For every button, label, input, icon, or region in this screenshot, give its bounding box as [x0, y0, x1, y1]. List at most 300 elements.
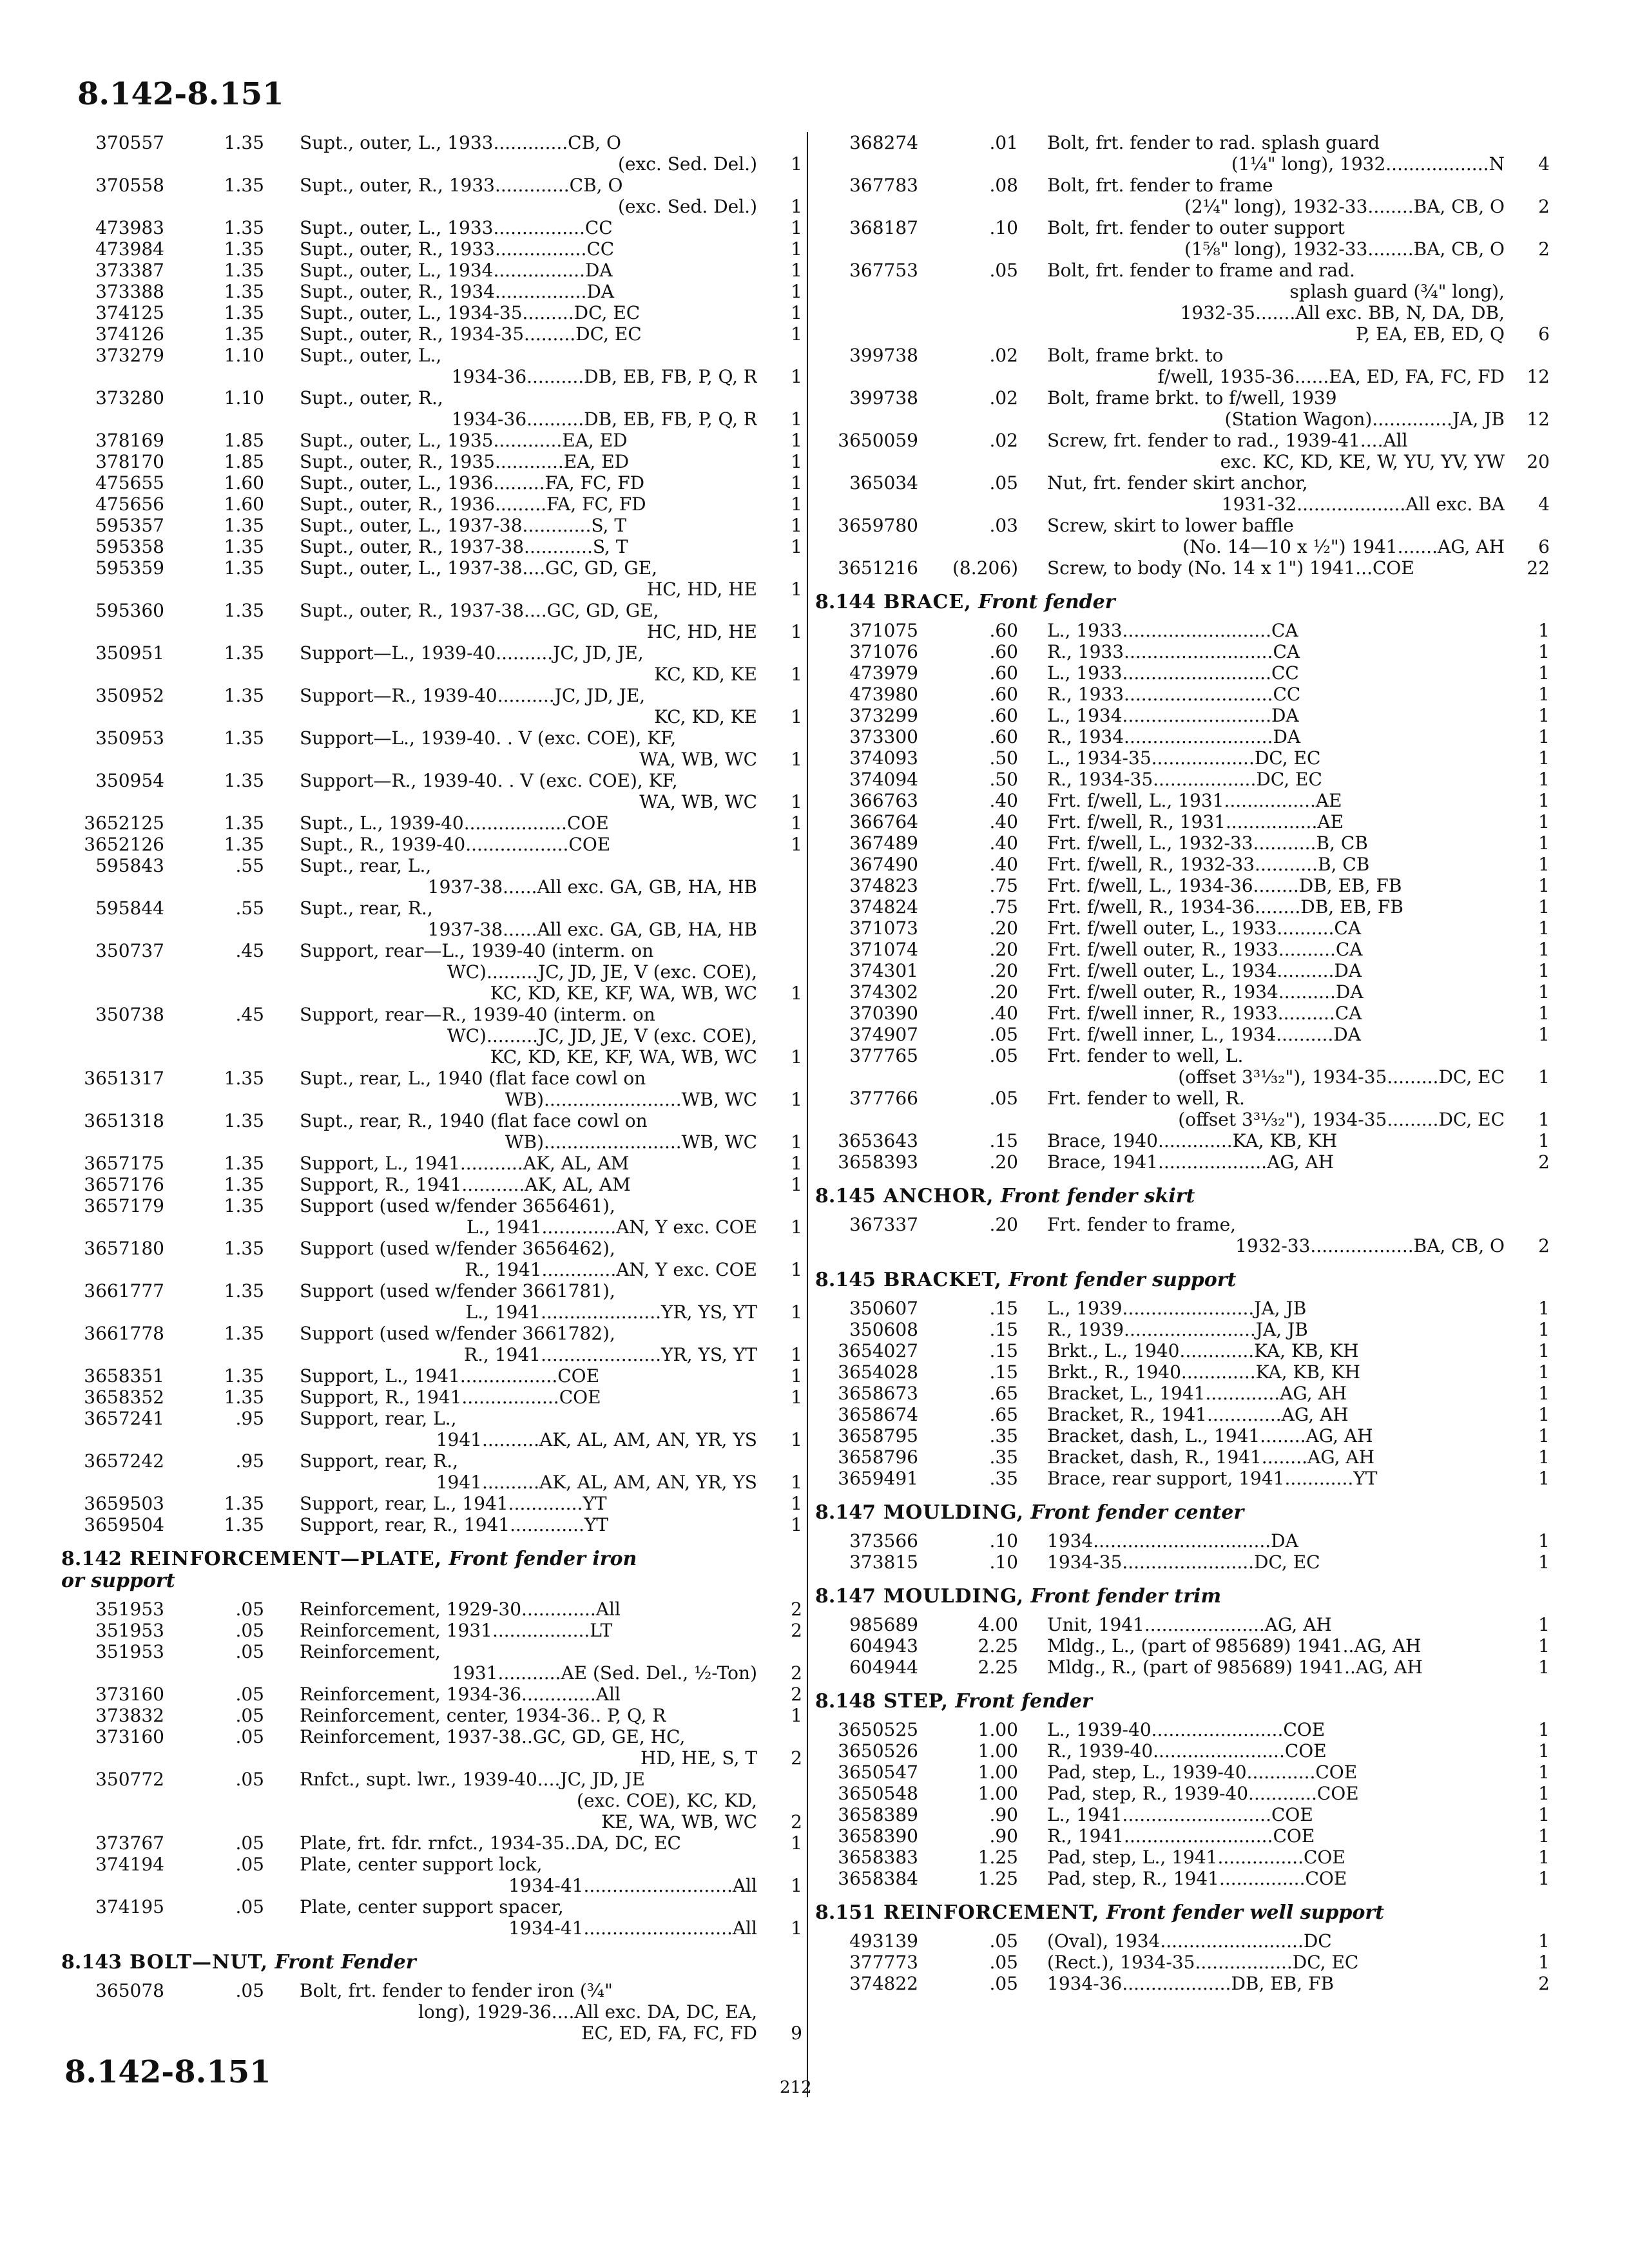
section-number: 8.142 — [61, 1548, 122, 1570]
part-description-line: Brace, rear support, 1941............YT — [1047, 1468, 1378, 1489]
left-parts-column — [61, 132, 802, 2044]
part-description-line: Bolt, frt. fender to frame and rad. — [1047, 260, 1355, 281]
part-description-line: Frt. fender to well, L. — [1047, 1045, 1244, 1066]
part-description-line: (Rect.), 1934-35.................DC, EC — [1047, 1952, 1359, 1973]
part-number: 595358 — [95, 536, 164, 557]
part-quantity: 1 — [791, 1259, 802, 1280]
part-price: 1.85 — [224, 451, 264, 472]
part-description-line: R., 1933..........................CA — [1047, 641, 1300, 662]
part-entry — [61, 834, 802, 855]
part-price: 1.10 — [224, 387, 264, 408]
part-entry — [61, 1387, 802, 1408]
part-quantity: 1 — [791, 260, 802, 281]
part-number: 351953 — [95, 1620, 164, 1641]
part-quantity: 2 — [1538, 1151, 1550, 1173]
part-entry — [61, 1514, 802, 1535]
part-price: 1.35 — [224, 175, 264, 196]
part-number: 378169 — [95, 430, 164, 451]
part-description-line: Reinforcement, center, 1934-36.. P, Q, R — [300, 1705, 666, 1726]
part-description-line: Screw, frt. fender to rad., 1939-41....All — [1047, 430, 1408, 451]
part-entry — [815, 662, 1550, 684]
part-entry — [61, 1195, 802, 1238]
part-number: 368274 — [849, 132, 918, 153]
part-price: .75 — [989, 875, 1018, 896]
part-quantity: 1 — [791, 323, 802, 345]
section-subtitle: Front fender iron — [448, 1548, 637, 1570]
part-number: 367490 — [849, 854, 918, 875]
part-quantity: 1 — [1538, 1719, 1550, 1740]
part-number: 3657179 — [84, 1195, 164, 1216]
part-number: 370558 — [95, 175, 164, 196]
part-quantity: 1 — [1538, 1635, 1550, 1657]
part-price: .95 — [235, 1408, 264, 1429]
part-quantity: 1 — [1538, 1804, 1550, 1825]
part-entry — [815, 1930, 1550, 1952]
part-number: 985689 — [849, 1614, 918, 1635]
part-description-line: R., 1934..........................DA — [1047, 726, 1301, 747]
part-description-line: (No. 14—10 x ½") 1941.......AG, AH — [1182, 536, 1505, 557]
part-price: .20 — [989, 1214, 1018, 1235]
part-price: 1.35 — [224, 1493, 264, 1514]
part-quantity: 9 — [791, 2023, 802, 2044]
part-description-line: Frt. f/well inner, R., 1933..........CA — [1047, 1003, 1362, 1024]
part-quantity: 1 — [791, 834, 802, 855]
part-quantity: 1 — [1538, 1066, 1550, 1088]
part-quantity: 1 — [791, 472, 802, 494]
part-description-line: Plate, center support lock, — [300, 1854, 543, 1875]
part-number: 373767 — [95, 1832, 164, 1854]
part-entry — [815, 1214, 1550, 1256]
part-number: 367337 — [849, 1214, 918, 1235]
part-entry — [815, 1847, 1550, 1868]
part-price: 1.35 — [224, 557, 264, 579]
part-number: 373300 — [849, 726, 918, 747]
part-number: 3658393 — [838, 1151, 918, 1173]
part-price: 1.35 — [224, 281, 264, 302]
part-description-line: KC, KD, KE — [654, 706, 757, 727]
part-entry — [61, 238, 802, 260]
part-quantity: 1 — [1538, 981, 1550, 1003]
part-number: 3650548 — [838, 1783, 918, 1804]
part-description-line: R., 1939.......................JA, JB — [1047, 1319, 1308, 1340]
part-entry — [815, 1825, 1550, 1847]
section-subtitle: Front Fender — [275, 1951, 416, 1974]
part-price: 1.35 — [224, 1323, 264, 1344]
part-description-line: 1931-32...................All exc. BA — [1221, 494, 1505, 515]
part-description-line: Supt., rear, L., 1940 (flat face cowl on — [300, 1068, 646, 1089]
part-entry — [61, 281, 802, 302]
part-price: .05 — [989, 472, 1018, 494]
part-description-line: Supt., outer, R., 1936.........FA, FC, FD — [300, 494, 646, 515]
part-description-line: Bracket, dash, R., 1941........AG, AH — [1047, 1446, 1375, 1468]
part-entry — [815, 1952, 1550, 1973]
part-quantity: 1 — [791, 238, 802, 260]
part-entry — [815, 747, 1550, 769]
part-price: .45 — [235, 940, 264, 961]
part-quantity: 2 — [1538, 1235, 1550, 1256]
part-quantity: 1 — [1538, 684, 1550, 705]
part-price: .02 — [989, 345, 1018, 366]
part-description-line: L., 1939-40.......................COE — [1047, 1719, 1325, 1740]
part-price: .05 — [235, 1854, 264, 1875]
part-description-line: 1941..........AK, AL, AM, AN, YR, YS — [436, 1472, 757, 1493]
part-number: 367783 — [849, 175, 918, 196]
part-description-line: (2¼" long), 1932-33........BA, CB, O — [1184, 196, 1505, 217]
part-quantity: 1 — [1538, 832, 1550, 854]
section-heading — [815, 1691, 1550, 1713]
part-price: .20 — [989, 939, 1018, 960]
part-entry — [815, 430, 1550, 472]
part-quantity: 1 — [1538, 1847, 1550, 1868]
part-entry — [61, 217, 802, 238]
section-subtitle: Front fender center — [1030, 1501, 1244, 1524]
part-price: .15 — [989, 1298, 1018, 1319]
part-number: 366763 — [849, 790, 918, 811]
part-quantity: 1 — [1538, 1740, 1550, 1762]
part-price: 1.35 — [224, 260, 264, 281]
part-number: 3657180 — [84, 1238, 164, 1259]
part-quantity: 20 — [1527, 451, 1550, 472]
part-description-line: Supt., L., 1939-40..................COE — [300, 812, 609, 834]
part-entry — [61, 494, 802, 515]
part-entry — [61, 1110, 802, 1153]
part-description-line: Supt., outer, L., — [300, 345, 442, 366]
part-price: .65 — [989, 1404, 1018, 1425]
part-number: 399738 — [849, 387, 918, 408]
part-description-line: R., 1941..........................COE — [1047, 1825, 1315, 1847]
page-footer-reference: 8.142-8.151 — [64, 2054, 271, 2090]
part-entry — [61, 1280, 802, 1323]
part-description-line: Mldg., R., (part of 985689) 1941..AG, AH — [1047, 1657, 1423, 1678]
section-title: BRACKET, — [883, 1269, 1002, 1291]
part-description-line: L., 1941.....................YR, YS, YT — [465, 1302, 757, 1323]
section-subtitle-continued: or support — [61, 1570, 175, 1592]
part-description-line: Pad, step, L., 1939-40............COE — [1047, 1762, 1358, 1783]
part-price: .20 — [989, 981, 1018, 1003]
part-number: 373387 — [95, 260, 164, 281]
section-heading — [815, 591, 1550, 613]
part-number: 373566 — [849, 1530, 918, 1552]
part-description-line: Supt., rear, R., 1940 (flat face cowl on — [300, 1110, 648, 1131]
section-number: 8.151 — [815, 1901, 876, 1924]
part-price: 1.35 — [224, 1514, 264, 1535]
part-entry — [61, 1641, 802, 1684]
part-description-line: WB)........................WB, WC — [505, 1089, 757, 1110]
part-entry — [61, 1599, 802, 1620]
part-number: 365078 — [95, 1980, 164, 2001]
part-price: 1.00 — [978, 1719, 1018, 1740]
part-quantity: 1 — [791, 1131, 802, 1153]
part-number: 3658390 — [838, 1825, 918, 1847]
part-number: 3657242 — [84, 1450, 164, 1472]
part-entry — [61, 430, 802, 451]
part-description-line: 1931...........AE (Sed. Del., ½-Ton) — [452, 1662, 757, 1684]
part-description-line: Screw, to body (No. 14 x 1") 1941...COE — [1047, 557, 1414, 579]
part-entry — [61, 515, 802, 536]
section-heading-continued — [61, 1570, 802, 1592]
part-number: 473983 — [95, 217, 164, 238]
part-description-line: Reinforcement, 1929-30.............All — [300, 1599, 621, 1620]
part-entry — [61, 132, 802, 175]
part-description-line: Pad, step, L., 1941...............COE — [1047, 1847, 1345, 1868]
part-price: 1.35 — [224, 727, 264, 749]
section-heading — [815, 1186, 1550, 1207]
part-price: .35 — [989, 1446, 1018, 1468]
part-quantity: 1 — [791, 1153, 802, 1174]
part-quantity: 1 — [1538, 747, 1550, 769]
part-description-line: Support—R., 1939-40..........JC, JD, JE, — [300, 685, 646, 706]
part-entry — [815, 1973, 1550, 1994]
part-entry — [61, 1493, 802, 1514]
part-number: 373279 — [95, 345, 164, 366]
part-quantity: 1 — [1538, 854, 1550, 875]
part-number: 365034 — [849, 472, 918, 494]
part-description-line: Plate, frt. fdr. rnfct., 1934-35..DA, DC, EC — [300, 1832, 681, 1854]
part-description-line: R., 1941.............AN, Y exc. COE — [465, 1259, 757, 1280]
part-number: 374907 — [849, 1024, 918, 1045]
part-entry — [61, 1726, 802, 1769]
part-entry — [61, 472, 802, 494]
part-quantity: 1 — [791, 664, 802, 685]
part-quantity: 1 — [1538, 1130, 1550, 1151]
part-number: 374301 — [849, 960, 918, 981]
part-entry — [61, 1323, 802, 1365]
part-description-line: L., 1934-35..................DC, EC — [1047, 747, 1321, 769]
part-description-line: Support, rear—L., 1939-40 (interm. on — [300, 940, 654, 961]
part-description-line: Supt., outer, L., 1936.........FA, FC, FD — [300, 472, 645, 494]
part-entry — [815, 790, 1550, 811]
part-price: 1.35 — [224, 323, 264, 345]
column-divider — [807, 132, 808, 2097]
part-number: 373832 — [95, 1705, 164, 1726]
part-quantity: 1 — [1538, 620, 1550, 641]
part-number: 350608 — [849, 1319, 918, 1340]
part-number: 3652126 — [84, 834, 164, 855]
part-number: 373388 — [95, 281, 164, 302]
part-quantity: 1 — [1538, 1530, 1550, 1552]
section-subtitle: Front fender skirt — [1000, 1185, 1195, 1207]
part-entry — [815, 832, 1550, 854]
part-description-line: KC, KD, KE, KF, WA, WB, WC — [490, 1046, 757, 1068]
part-description-line: Support—L., 1939-40. . V (exc. COE), KF, — [300, 727, 677, 749]
part-number: 3651216 — [838, 557, 918, 579]
section-title: MOULDING, — [883, 1585, 1025, 1608]
part-number: 377773 — [849, 1952, 918, 1973]
part-quantity: 2 — [1538, 238, 1550, 260]
part-quantity: 1 — [1538, 1868, 1550, 1889]
part-price: .05 — [989, 1930, 1018, 1952]
part-description-line: HC, HD, HE — [646, 579, 757, 600]
part-price: .60 — [989, 684, 1018, 705]
part-entry — [815, 1804, 1550, 1825]
part-price: .20 — [989, 960, 1018, 981]
part-number: 350951 — [95, 642, 164, 664]
part-number: 3650525 — [838, 1719, 918, 1740]
part-entry — [815, 557, 1550, 579]
part-entry — [815, 1319, 1550, 1340]
part-description-line: 1932-33..................BA, CB, O — [1235, 1235, 1505, 1256]
part-description-line: Supt., outer, R., 1937-38....GC, GD, GE, — [300, 600, 659, 621]
part-number: 3657175 — [84, 1153, 164, 1174]
part-price: 1.35 — [224, 1238, 264, 1259]
part-quantity: 1 — [791, 494, 802, 515]
part-entry — [61, 260, 802, 281]
part-entry — [61, 1684, 802, 1705]
part-entry — [815, 684, 1550, 705]
part-quantity: 1 — [791, 1365, 802, 1387]
part-description-line: Bolt, frt. fender to fender iron (¾" — [300, 1980, 613, 2001]
part-description-line: Frt. f/well, L., 1934-36........DB, EB, FB — [1047, 875, 1402, 896]
part-entry — [61, 812, 802, 834]
part-description-line: Supt., outer, R., 1937-38............S, T — [300, 536, 628, 557]
section-heading — [815, 1586, 1550, 1608]
part-quantity: 1 — [791, 408, 802, 430]
part-quantity: 1 — [1538, 875, 1550, 896]
part-number: 3650059 — [838, 430, 918, 451]
part-price: 1.35 — [224, 1174, 264, 1195]
part-number: 374194 — [95, 1854, 164, 1875]
part-price: .03 — [989, 515, 1018, 536]
part-description-line: Bracket, L., 1941.............AG, AH — [1047, 1383, 1347, 1404]
part-quantity: 1 — [791, 366, 802, 387]
part-price: 2.25 — [978, 1635, 1018, 1657]
part-description-line: Supt., R., 1939-40..................COE — [300, 834, 611, 855]
part-price: .05 — [235, 1620, 264, 1641]
part-description-line: Supt., outer, L., 1934................DA — [300, 260, 613, 281]
part-quantity: 1 — [1538, 939, 1550, 960]
part-number: 374126 — [95, 323, 164, 345]
part-price: .02 — [989, 430, 1018, 451]
part-price: 1.35 — [224, 515, 264, 536]
part-entry — [815, 705, 1550, 726]
part-quantity: 1 — [1538, 1552, 1550, 1573]
part-number: 371074 — [849, 939, 918, 960]
part-quantity: 1 — [1538, 790, 1550, 811]
part-price: .10 — [989, 217, 1018, 238]
part-number: 473979 — [849, 662, 918, 684]
part-price: 1.60 — [224, 472, 264, 494]
part-number: 473984 — [95, 238, 164, 260]
part-description-line: long), 1929-36....All exc. DA, DC, EA, — [418, 2001, 757, 2023]
part-price: .60 — [989, 620, 1018, 641]
part-entry — [815, 939, 1550, 960]
right-parts-column — [815, 132, 1550, 1994]
part-entry — [61, 1238, 802, 1280]
part-quantity: 1 — [791, 1472, 802, 1493]
part-price: .05 — [235, 1599, 264, 1620]
section-number: 8.143 — [61, 1951, 122, 1974]
part-price: .60 — [989, 726, 1018, 747]
part-number: 371073 — [849, 918, 918, 939]
part-description-line: R., 1933..........................CC — [1047, 684, 1301, 705]
part-entry — [815, 641, 1550, 662]
part-quantity: 1 — [791, 536, 802, 557]
part-entry — [815, 1719, 1550, 1740]
part-price: .45 — [235, 1004, 264, 1025]
part-number: 3653643 — [838, 1130, 918, 1151]
part-quantity: 1 — [1538, 705, 1550, 726]
part-description-line: Pad, step, R., 1939-40............COE — [1047, 1783, 1359, 1804]
part-entry — [61, 451, 802, 472]
part-quantity: 1 — [791, 1832, 802, 1854]
part-number: 3658383 — [838, 1847, 918, 1868]
part-price: .15 — [989, 1130, 1018, 1151]
part-price: 2.25 — [978, 1657, 1018, 1678]
part-entry — [815, 1404, 1550, 1425]
part-quantity: 2 — [791, 1662, 802, 1684]
part-price: (8.206) — [952, 557, 1018, 579]
part-price: .05 — [989, 1973, 1018, 1994]
part-entry — [815, 1088, 1550, 1130]
part-entry — [61, 1068, 802, 1110]
part-price: 1.35 — [224, 812, 264, 834]
part-number: 493139 — [849, 1930, 918, 1952]
part-number: 374823 — [849, 875, 918, 896]
part-price: 1.35 — [224, 1110, 264, 1131]
part-price: 1.35 — [224, 1365, 264, 1387]
part-description-line: (offset 3³¹⁄₃₂"), 1934-35.........DC, EC — [1178, 1109, 1505, 1130]
part-quantity: 22 — [1527, 557, 1550, 579]
part-quantity: 1 — [1538, 769, 1550, 790]
section-subtitle: Front fender — [978, 591, 1115, 613]
part-description-line: exc. KC, KD, KE, W, YU, YV, YW — [1220, 451, 1505, 472]
part-price: .35 — [989, 1425, 1018, 1446]
section-number: 8.147 — [815, 1585, 876, 1608]
part-description-line: WC).........JC, JD, JE, V (exc. COE), — [447, 1025, 757, 1046]
section-subtitle: Front fender trim — [1030, 1585, 1222, 1608]
part-number: 3658384 — [838, 1868, 918, 1889]
part-quantity: 1 — [1538, 1425, 1550, 1446]
part-quantity: 1 — [791, 1089, 802, 1110]
part-entry — [815, 811, 1550, 832]
part-number: 350953 — [95, 727, 164, 749]
part-description-line: L., 1933..........................CA — [1047, 620, 1298, 641]
part-number: 3661777 — [84, 1280, 164, 1302]
part-quantity: 1 — [791, 579, 802, 600]
part-number: 3657241 — [84, 1408, 164, 1429]
part-entry — [61, 387, 802, 430]
part-quantity: 1 — [1538, 1783, 1550, 1804]
part-description-line: 1934-41..........................All — [508, 1875, 757, 1896]
part-description-line: f/well, 1935-36......EA, ED, FA, FC, FD — [1157, 366, 1505, 387]
part-description-line: Support—R., 1939-40. . V (exc. COE), KF, — [300, 770, 678, 791]
part-description-line: Frt. f/well outer, R., 1933..........CA — [1047, 939, 1363, 960]
part-quantity: 1 — [1538, 1340, 1550, 1361]
part-description-line: 1937-38......All exc. GA, GB, HA, HB — [427, 919, 757, 940]
part-description-line: L., 1941..........................COE — [1047, 1804, 1313, 1825]
part-number: 368187 — [849, 217, 918, 238]
part-description-line: (1⅝" long), 1932-33........BA, CB, O — [1184, 238, 1505, 260]
part-price: .35 — [989, 1468, 1018, 1489]
part-entry — [815, 769, 1550, 790]
part-price: .05 — [235, 1705, 264, 1726]
part-quantity: 1 — [1538, 1003, 1550, 1024]
part-description-line: L., 1933..........................CC — [1047, 662, 1299, 684]
part-description-line: Reinforcement, — [300, 1641, 441, 1662]
part-entry — [815, 1657, 1550, 1678]
part-description-line: WB)........................WB, WC — [505, 1131, 757, 1153]
part-number: 350607 — [849, 1298, 918, 1319]
part-quantity: 1 — [791, 1705, 802, 1726]
part-price: .01 — [989, 132, 1018, 153]
part-quantity: 1 — [791, 515, 802, 536]
part-quantity: 1 — [791, 1387, 802, 1408]
part-quantity: 2 — [791, 1811, 802, 1832]
part-quantity: 4 — [1538, 153, 1550, 175]
part-description-line: Bolt, frt. fender to rad. splash guard — [1047, 132, 1380, 153]
part-quantity: 1 — [1538, 1404, 1550, 1425]
part-entry — [815, 1151, 1550, 1173]
